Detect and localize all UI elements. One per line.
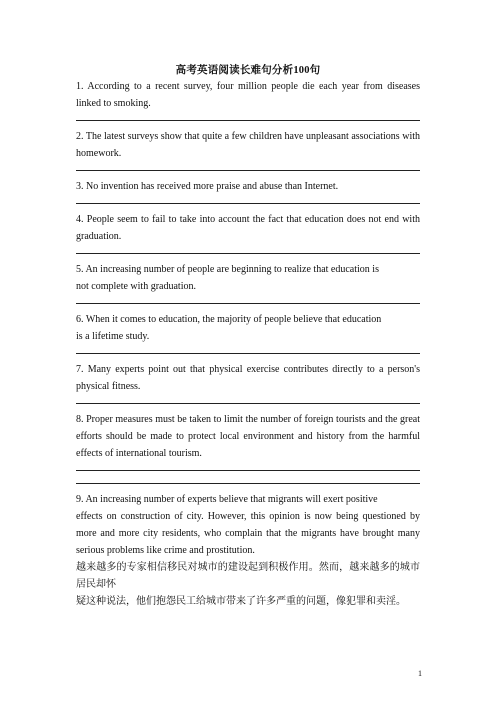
answer-line: [76, 483, 420, 484]
answer-line: [76, 470, 420, 471]
answer-line: [76, 353, 420, 354]
sentence-text: 9. An increasing number of experts believe that migrants will exert positive: [76, 494, 378, 505]
sentence-item: [76, 361, 420, 395]
page-title: 高考英语阅读长难句分析100句: [175, 65, 321, 76]
sentence-text: not complete with graduation.: [76, 281, 196, 292]
answer-line: [76, 303, 420, 304]
sentence-text: 1. According to a recent survey, four million people die each year from diseases linked to smoking.: [76, 81, 420, 109]
sentence-item: [76, 128, 420, 162]
sentence-text: 6. When it comes to education, the majority of people believe that education: [76, 314, 382, 325]
answer-line: [76, 253, 420, 254]
sentence-text: 4. People seem to fail to take into account the fact that education does not end with graduation.: [76, 214, 420, 242]
sentence-text: 5. An increasing number of people are beginning to realize that education is: [76, 264, 379, 275]
sentence-item: [76, 178, 420, 195]
answer-line: [76, 203, 420, 204]
translation-text: 越来越多的专家相信移民对城市的建设起到积极作用。然而，越来越多的城市居民却怀: [76, 562, 420, 590]
sentence-text: 2. The latest surveys show that quite a few children have unpleasant associations with homework.: [76, 131, 420, 159]
sentence-item: [76, 261, 420, 295]
sentence-text: 3. No invention has received more praise and abuse than Internet.: [76, 181, 339, 192]
sentence-item: [76, 211, 420, 245]
page-number: 1: [418, 669, 422, 678]
sentence-text: is a lifetime study.: [76, 331, 150, 342]
sentence-list: [76, 78, 420, 610]
sentence-item: [76, 491, 420, 610]
answer-line: [76, 403, 420, 404]
sentence-text: effects on construction of city. However, this opinion is now being questioned by more and more city residents, who complain that the migrants have brought many serious problems like crime and prostitution.: [76, 511, 420, 556]
sentence-item: [76, 311, 420, 345]
sentence-item: [76, 78, 420, 112]
sentence-item: [76, 411, 420, 462]
answer-line: [76, 120, 420, 121]
sentence-text: 7. Many experts point out that physical exercise contributes directly to a person's physical fitness.: [76, 364, 420, 392]
translation-text: 疑这种说法，他们抱怨民工给城市带来了许多严重的问题，像犯罪和卖淫。: [76, 596, 406, 607]
sentence-text: 8. Proper measures must be taken to limit the number of foreign tourists and the great efforts should be made to protect local environment and history from the harmful effects of international tourism.: [76, 414, 420, 459]
answer-line: [76, 170, 420, 171]
